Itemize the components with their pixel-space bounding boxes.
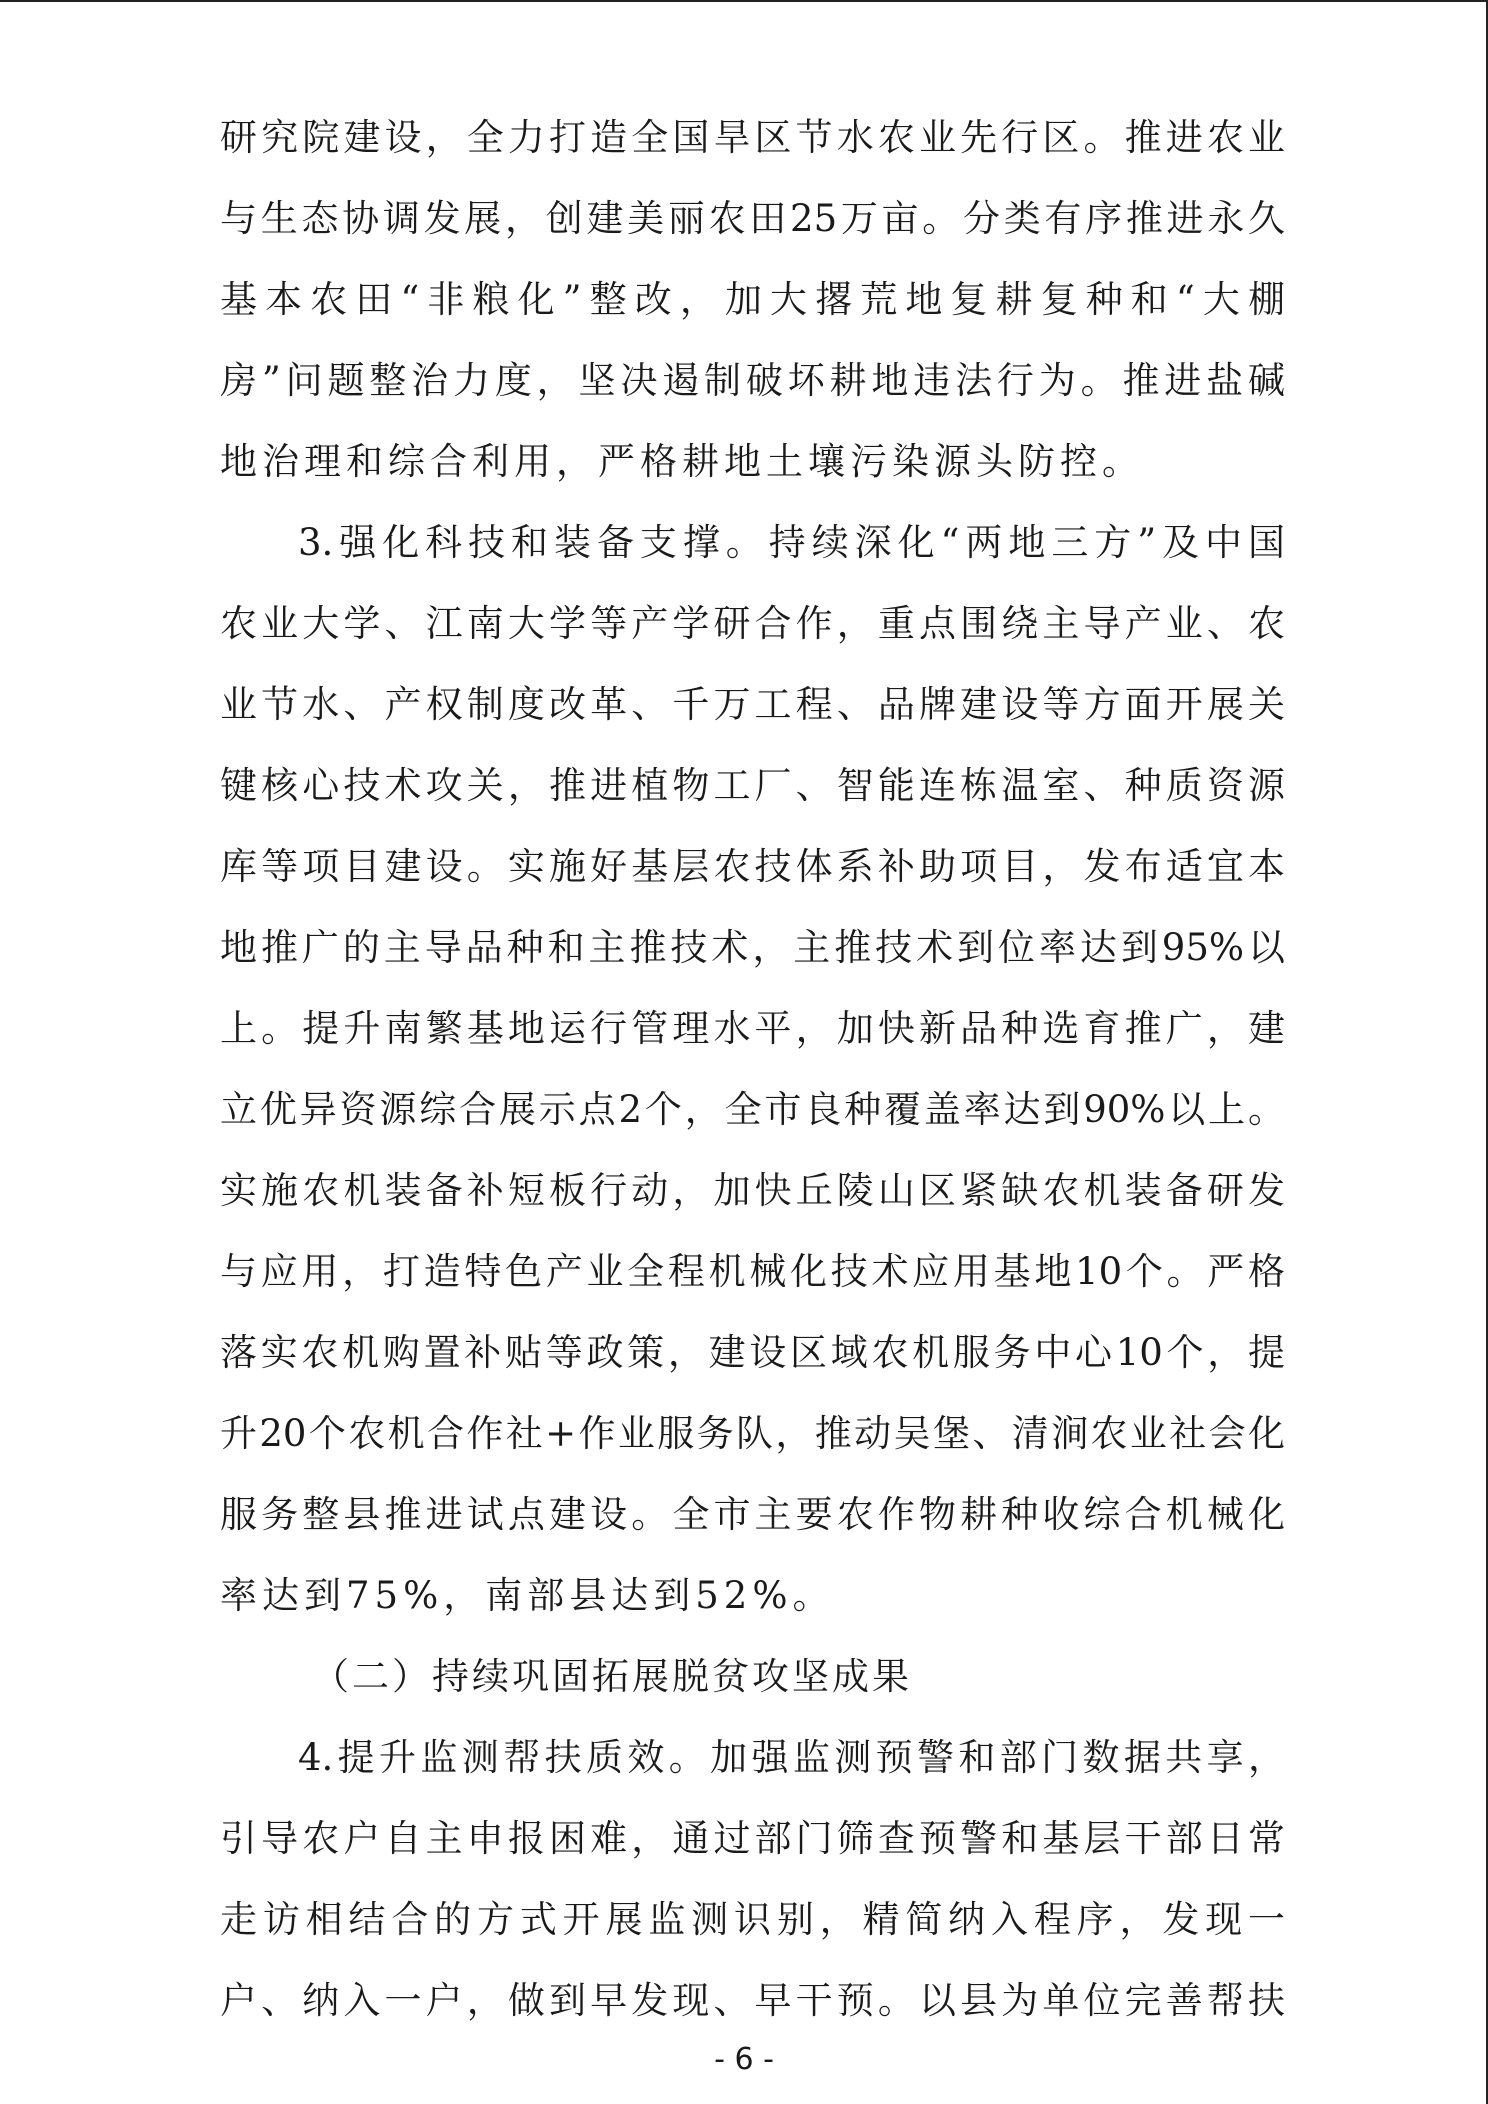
text-line: 业节水、产权制度改革、千万工程、品牌建设等方面开展关 [220,683,1285,726]
text-line: 地推广的主导品种和主推技术，主推技术到位率达到95%以 [220,926,1285,969]
paragraph-3-heading-line: 3.强化科技和装备支撑。持续深化“两地三方”及中国 [298,521,1285,564]
text-line: 户、纳入一户，做到早发现、早干预。以县为单位完善帮扶 [220,1979,1285,2022]
paragraph-4-heading-line: 4.提升监测帮扶质效。加强监测预警和部门数据共享， [298,1736,1285,1779]
text-line: 基本农田“非粮化”整改，加大撂荒地复耕复种和“大棚 [220,278,1285,321]
text-line: 引导农户自主申报困难，通过部门筛查预警和基层干部日常 [220,1817,1285,1860]
text-line: 率达到75%，南部县达到52%。 [220,1574,835,1617]
text-line: 服务整县推进试点建设。全市主要农作物耕种收综合机械化 [220,1493,1285,1536]
page-number: - 6 - [714,2042,774,2077]
text-line: 农业大学、江南大学等产学研合作，重点围绕主导产业、农 [220,602,1285,645]
text-line: 走访相结合的方式开展监测识别，精简纳入程序，发现一 [220,1898,1285,1941]
body-text [220,97,1285,2041]
text-line: 研究院建设，全力打造全国旱区节水农业先行区。推进农业 [220,116,1285,159]
text-line: 实施农机装备补短板行动，加快丘陵山区紧缺农机装备研发 [220,1169,1285,1212]
text-line: 地治理和综合利用，严格耕地土壤污染源头防控。 [220,440,1144,483]
text-line: 房”问题整治力度，坚决遏制破坏耕地违法行为。推进盐碱 [220,359,1285,402]
top-border [0,0,1488,2]
text-line: 与应用，打造特色产业全程机械化技术应用基地10个。严格 [220,1250,1285,1293]
text-line: 升20个农机合作社+作业服务队，推动吴堡、清涧农业社会化 [220,1412,1285,1455]
text-line: 落实农机购置补贴等政策，建设区域农机服务中心10个，提 [220,1331,1285,1374]
text-line: 上。提升南繁基地运行管理水平，加快新品种选育推广，建 [220,1007,1285,1050]
text-line: 立优异资源综合展示点2个，全市良种覆盖率达到90%以上。 [220,1088,1285,1131]
text-line: 库等项目建设。实施好基层农技体系补助项目，发布适宜本 [220,845,1285,888]
text-line: 键核心技术攻关，推进植物工厂、智能连栋温室、种质资源 [220,764,1285,807]
section-heading: （二）持续巩固拓展脱贫攻坚成果 [312,1655,912,1698]
text-line: 与生态协调发展，创建美丽农田25万亩。分类有序推进永久 [220,197,1285,240]
